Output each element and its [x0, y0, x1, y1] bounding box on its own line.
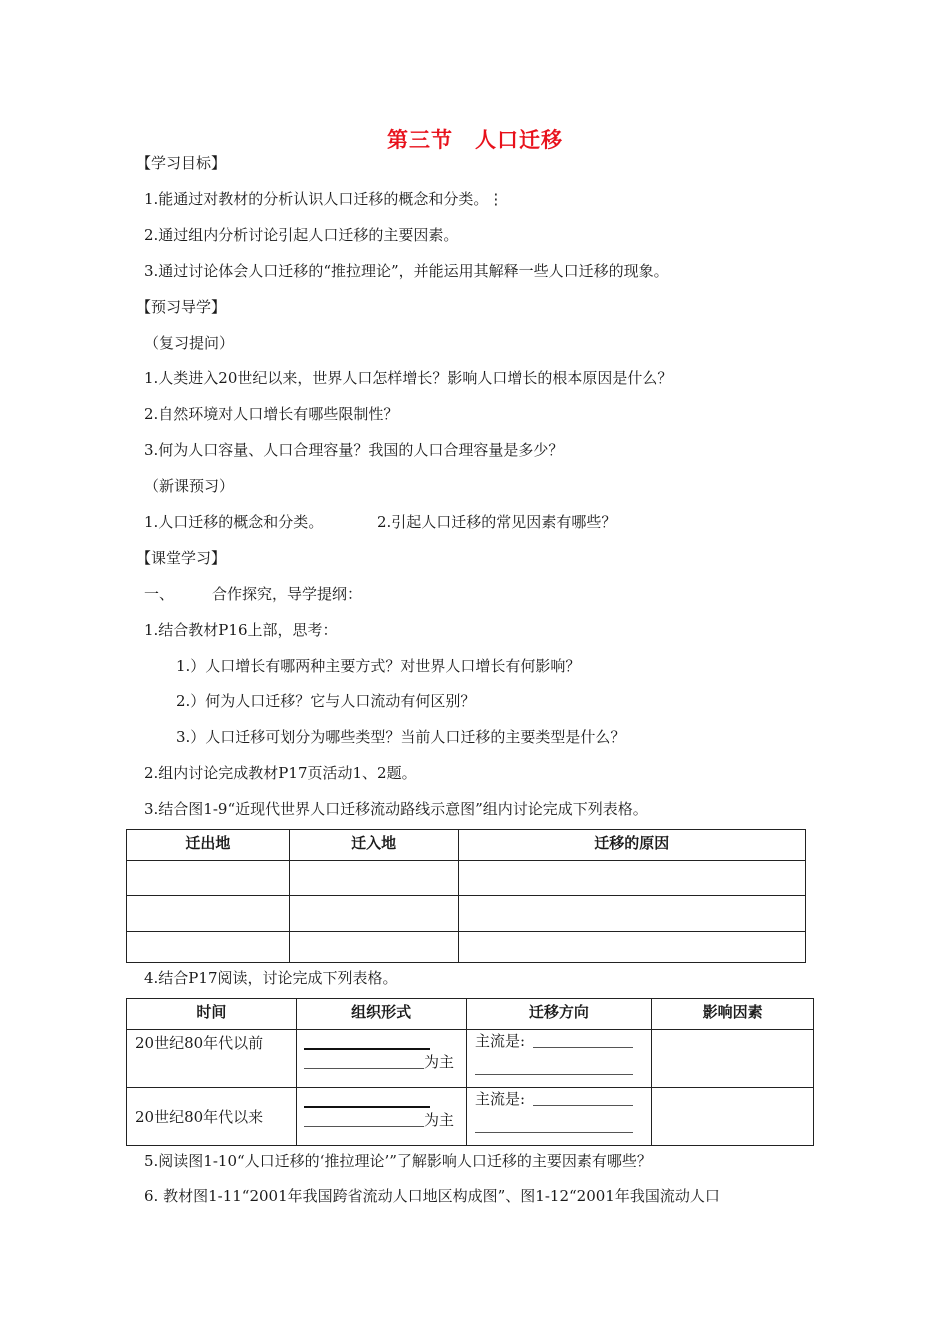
question-1-sub-3: 3.）人口迁移可划分为哪些类型？当前人口迁移的主要类型是什么？	[176, 728, 626, 746]
table2-header-form: 组织形式	[296, 999, 466, 1030]
table-row	[127, 1030, 814, 1088]
goals-heading: 【学习目标】	[136, 154, 227, 172]
table2-header-direction: 迁移方向	[466, 999, 652, 1030]
table2-factors-cell[interactable]	[652, 1088, 814, 1146]
direction-label: 主流是:	[475, 1090, 526, 1108]
question-2: 2.组内讨论完成教材P17页活动1、2题。	[144, 764, 417, 782]
goal-item-2: 2.通过组内分析讨论引起人口迁移的主要因素。	[144, 226, 459, 244]
direction-label: 主流是:	[475, 1032, 526, 1050]
review-item-1: 1.人类进入20世纪以来，世界人口怎样增长？影响人口增长的根本原因是什么？	[144, 369, 673, 387]
direction-answer-line	[533, 1105, 633, 1106]
goal-item-3: 3.通过讨论体会人口迁移的“推拉理论”，并能运用其解释一些人口迁移的现象。	[144, 262, 669, 280]
direction-answer-line	[475, 1074, 633, 1075]
table1-cell[interactable]	[289, 932, 458, 963]
part-one-number: 一、	[144, 585, 175, 603]
question-4: 4.结合P17阅读，讨论完成下列表格。	[144, 969, 398, 987]
form-suffix: 为主	[424, 1111, 455, 1129]
table-row	[127, 861, 806, 896]
table1-cell[interactable]	[289, 861, 458, 896]
table1-cell[interactable]	[127, 861, 290, 896]
table1-header-reason: 迁移的原因	[458, 830, 805, 861]
table2-factors-cell[interactable]	[652, 1030, 814, 1088]
china-migration-table	[126, 998, 814, 1146]
direction-answer-line	[475, 1132, 633, 1133]
goal-item-1: 1.能通过对教材的分析认识人口迁移的概念和分类。⋮	[144, 190, 504, 208]
class-heading: 【课堂学习】	[136, 549, 227, 567]
table1-header-destination: 迁入地	[289, 830, 458, 861]
table1-cell[interactable]	[458, 896, 805, 932]
table1-cell[interactable]	[289, 896, 458, 932]
table1-cell[interactable]	[458, 861, 805, 896]
form-answer-line	[304, 1068, 424, 1069]
question-1-sub-2: 2.）何为人口迁移？它与人口流动有何区别？	[176, 692, 476, 710]
preview-heading: 【预习导学】	[136, 298, 227, 316]
form-answer-line	[304, 1126, 424, 1127]
migration-route-table	[126, 829, 806, 963]
review-item-3: 3.何为人口容量、人口合理容量？我国的人口合理容量是多少？	[144, 441, 564, 459]
table1-cell[interactable]	[458, 932, 805, 963]
question-3: 3.结合图1-9“近现代世界人口迁移流动路线示意图”组内讨论完成下列表格。	[144, 800, 648, 818]
new-lesson-item-1: 1.人口迁移的概念和分类。	[144, 513, 324, 531]
review-heading: （复习提问）	[144, 334, 235, 352]
table2-header-factors: 影响因素	[652, 999, 814, 1030]
table1-cell[interactable]	[127, 932, 290, 963]
table-row	[127, 932, 806, 963]
table1-header-origin: 迁出地	[127, 830, 290, 861]
table-row	[127, 1088, 814, 1146]
new-lesson-item-2: 2.引起人口迁移的常见因素有哪些？	[377, 513, 617, 531]
form-answer-line	[304, 1106, 430, 1108]
table-row	[127, 896, 806, 932]
new-lesson-heading: （新课预习）	[144, 477, 235, 495]
page-title: 第三节 人口迁移	[387, 128, 563, 152]
question-1: 1.结合教材P16上部，思考：	[144, 621, 338, 639]
question-1-sub-1: 1.）人口增长有哪两种主要方式？对世界人口增长有何影响？	[176, 657, 581, 675]
table2-time-cell: 20世纪80年代以来	[127, 1088, 297, 1146]
table2-time-cell: 20世纪80年代以前	[127, 1030, 297, 1088]
review-item-2: 2.自然环境对人口增长有哪些限制性？	[144, 405, 399, 423]
table2-header-time: 时间	[127, 999, 297, 1030]
question-5: 5.阅读图1-10“人口迁移的‘推拉理论’”了解影响人口迁移的主要因素有哪些？	[144, 1152, 652, 1170]
question-6: 6. 教材图1-11“2001年我国跨省流动人口地区构成图”、图1-12“2001年我国流动人口	[144, 1187, 720, 1205]
form-suffix: 为主	[424, 1053, 455, 1071]
table1-cell[interactable]	[127, 896, 290, 932]
part-one-text: 合作探究，导学提纲：	[212, 585, 363, 603]
direction-answer-line	[533, 1047, 633, 1048]
form-answer-line	[304, 1048, 430, 1050]
